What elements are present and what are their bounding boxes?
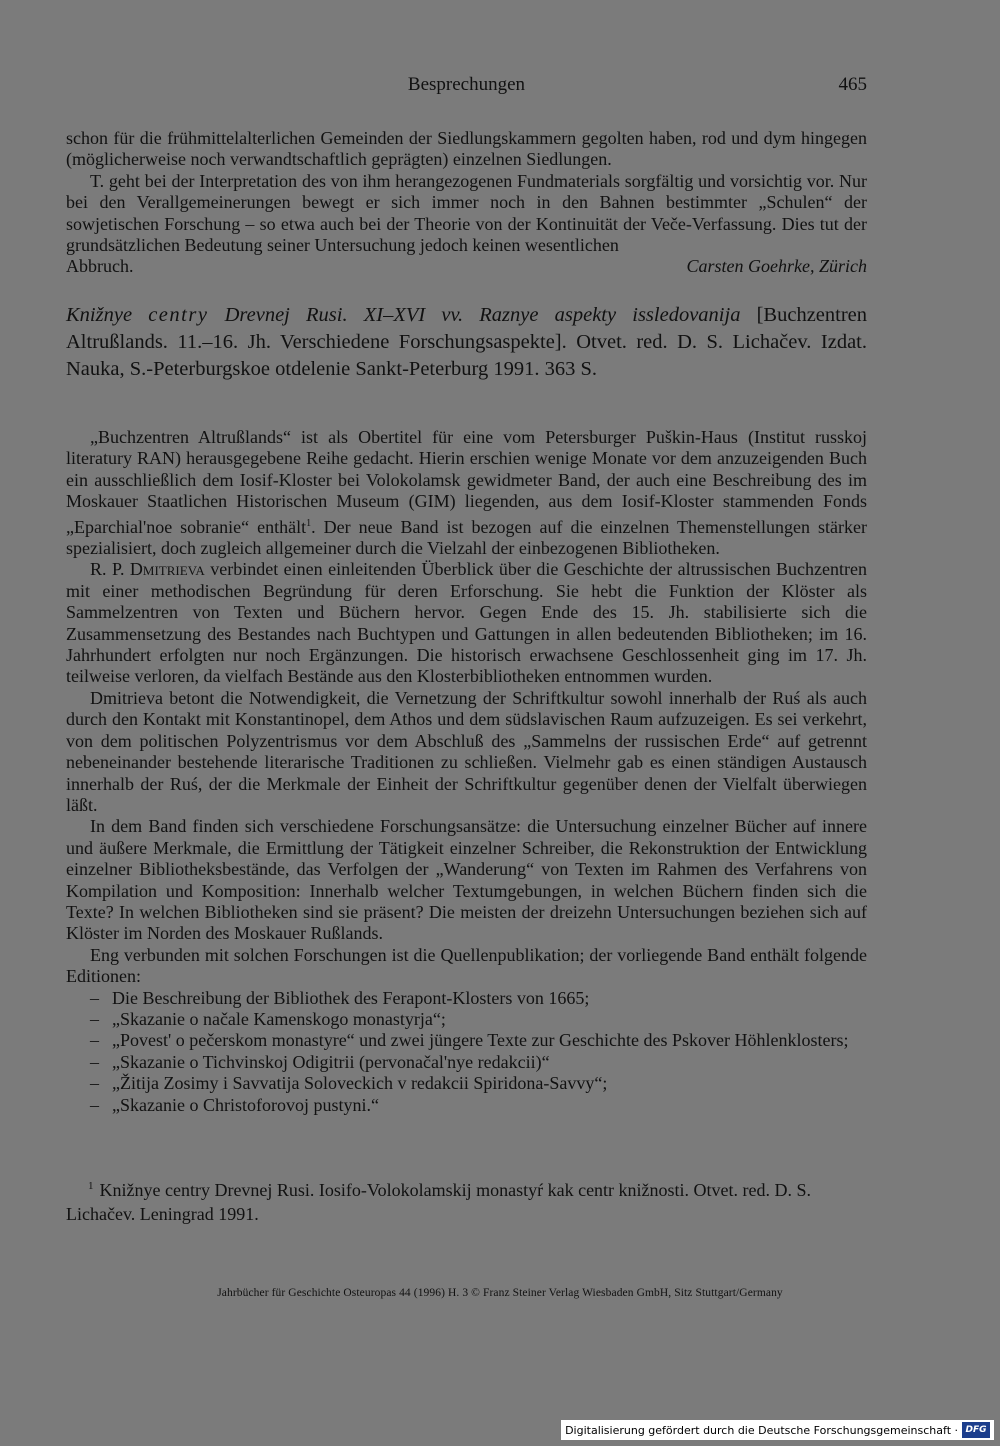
heading-bibliographic-data: [Buchzentren Altrußlands. 11.–16. Jh. Verschiedene Forschungsaspekte]. Otvet. red. D. S. Lichačev. Izdat. Nauka, S.-Peterburgskoe otdelenie Sankt-Peterburg 1991. 363 S. (66, 304, 868, 380)
review-2-paragraph-3: Dmitrieva betont die Notwendigkeit, die Vernetzung der Schriftkultur sowohl innerhalb der Ruś als auch durch den Kontakt mit Konstantinopel, dem Athos und dem südslavischen Raum aufzuzeigen. Es sei verkehrt, von dem politischen Polyzentrismus vor dem Abschluß des „Sammelns der russischen Erde“ auf getrennt nebeneinander bestehende literarische Traditionen zu schließen. Vielmehr gab es einen ständigen Austausch innerhalb der Ruś, der die Merkmale der Einheit der Schriftkultur gegenüber denen der Vielfalt überwiegen läßt. (66, 687, 867, 815)
review-1-paragraph-1: schon für die frühmittelalterlichen Gemeinden der Siedlungskammern gegolten haben, rod und dym hingegen (möglicherweise noch verwandtschaftlich geprägten) einzelnen Siedlungen. (66, 128, 867, 170)
review-1-paragraph-2-text: T. geht bei der Interpretation des von ihm herangezogenen Fundmaterials sorgfältig und vorsichtig vor. Nur bei den Verallgemeinerungen bewegt er sich immer noch in den Bahnen bestimmter „Schulen“ der sowjetischen Forschung – so etwa auch bei der Theorie von der Kontinuität der Veče-Verfassung. Dies tut der grundsätzlichen Bedeutung seiner Untersuchung jedoch keinen wesentlichen (66, 170, 867, 256)
edition-text: „Skazanie o Tichvinskoj Odigitrii (pervonačal'nye redakcii)“ (112, 1051, 550, 1072)
list-item: – „Skazanie o načale Kamenskogo monastyrja“; (90, 1008, 446, 1029)
list-item: – „Žitija Zosimy i Savvatija Soloveckich v redakcii Spiridona-Savvy“; (90, 1073, 608, 1094)
review-1-paragraph-2 (66, 171, 867, 257)
edition-text: Die Beschreibung der Bibliothek des Ferapont-Klosters von 1665; (112, 987, 590, 1008)
review-2-paragraph-1b: . Der neue Band ist bezogen auf die einzelnen Themenstellungen stärker spezialisiert, doch zugleich allgemeiner durch die Vielzahl der einbezogenen Bibliotheken. (66, 516, 867, 559)
review-2-paragraph-5: Eng verbunden mit solchen Forschungen ist die Quellenpublikation; der vorliegende Band enthält folgende Editionen: (66, 944, 867, 987)
heading-title-part-2: centry (148, 304, 209, 326)
dfg-logo: DFG (962, 1422, 990, 1438)
author-name-dmitrieva: R. P. Dmitrieva (90, 559, 205, 580)
journal-imprint: Jahrbücher für Geschichte Osteuropas 44 (1996) H. 3 © Franz Steiner Verlag Wiesbaden GmbH, Sitz Stuttgart/Germany (217, 1287, 783, 1299)
heading-title-part-1: Knižnye (66, 304, 133, 326)
review-1-signature-line (66, 256, 867, 277)
review-2-heading (66, 302, 867, 383)
review-2-body (66, 427, 867, 1116)
edition-text: „Skazanie o Christoforovoj pustyni.“ (112, 1094, 379, 1115)
list-item: – „Skazanie o Tichvinskoj Odigitrii (pervonačal'nye redakcii)“ (90, 1051, 550, 1072)
review-2-paragraph-2 (66, 559, 867, 687)
review-2-paragraph-1 (66, 427, 867, 559)
review-1-body (66, 128, 867, 278)
list-item: – „Skazanie o Christoforovoj pustyni.“ (90, 1094, 379, 1115)
review-1-signature: Carsten Goehrke, Zürich (686, 256, 867, 277)
edition-text: „Skazanie o načale Kamenskogo monastyrja“; (112, 1008, 446, 1029)
footnote (66, 1174, 867, 1226)
list-item: – „Povest' o pečerskom monastyre“ und zwei jüngere Texte zur Geschichte des Pskover Höhlenklosters; (90, 1030, 849, 1051)
footnote-text: Knižnye centry Drevnej Rusi. Iosifo-Volokolamskij monastyŕ kak centr knižnosti. Otvet. red. D. S. Lichačev. Leningrad 1991. (66, 1180, 812, 1224)
edition-text: „Žitija Zosimy i Savvatija Soloveckich v redakcii Spiridona-Savvy“; (112, 1073, 608, 1094)
running-head-title: Besprechungen (407, 74, 526, 95)
review-2-paragraph-4: In dem Band finden sich verschiedene Forschungsansätze: die Untersuchung einzelner Bücher auf innere und äußere Merkmale, die Ermittlung der Tätigkeit einzelner Schreiber, die Rekonstruktion der Entwicklung einzelner Bibliotheksbestände, das Verfolgen der „Wanderung“ von Texten im Rahmen des Verfahrens von Kompilation und Komposition: Innerhalb welcher Textumgebungen, in welchen Büchern finden sich die Texte? In welchen Bibliotheken sind sie präsent? Die meisten der dreizehn Untersuchungen beziehen sich auf Klöster im Norden des Moskauer Rußlands. (66, 816, 867, 944)
review-2-paragraph-2-text: verbindet einen einleitenden Überblick über die Geschichte der altrussischen Buchzentren mit einer methodischen Begründung für deren Erforschung. Sie hebt die Funktion der Klöster als Sammelzentren von Texten und Büchern hervor. Gegen Ende des 15. Jh. stabilisierte sich die Zusammensetzung des Bestandes nach Buchtypen und Gattungen in allen bedeutenden Bibliotheken; im 16. Jahrhundert erfolgten nur noch Ergänzungen. Die historisch erwachsene Geschlossenheit ging im 17. Jh. teilweise verloren, da vielfach Bestände aus den Klosterbibliotheken entnommen wurden. (66, 559, 867, 687)
editions-list (66, 988, 867, 1116)
review-2-paragraph-1a: „Buchzentren Altrußlands“ ist als Obertitel für eine vom Petersburger Puškin-Haus (Institut russkoj literatury RAN) herausgegebene Reihe gedacht. Hierin erschien wenige Monate vor dem anzuzeigenden Buch ein ausschließlich dem Iosif-Kloster bei Volokolamsk gewidmeter Band, der auch eine Beschreibung des im Moskauer Staatlichen Historischen Museum (GIM) liegenden, aus dem Iosif-Kloster stammenden Fonds „Eparchial'noe sobranie“ enthält (66, 427, 867, 537)
page-number: 465 (838, 74, 867, 95)
footnote-reference: 1 (306, 517, 312, 529)
heading-title-part-3: Drevnej Rusi. XI–XVI vv. Raznye aspekty issledovanija (224, 304, 741, 326)
edition-text: „Povest' o pečerskom monastyre“ und zwei jüngere Texte zur Geschichte des Pskover Höhlenklosters; (112, 1030, 849, 1051)
dfg-credit-bar (561, 1420, 994, 1440)
footnote-mark: 1 (88, 1180, 94, 1192)
list-item: – Die Beschreibung der Bibliothek des Ferapont-Klosters von 1665; (90, 987, 590, 1008)
running-head (66, 74, 867, 104)
dfg-credit-text: Digitalisierung gefördert durch die Deutsche Forschungsgemeinschaft · (565, 1423, 958, 1437)
review-1-last-word: Abbruch. (66, 256, 134, 277)
